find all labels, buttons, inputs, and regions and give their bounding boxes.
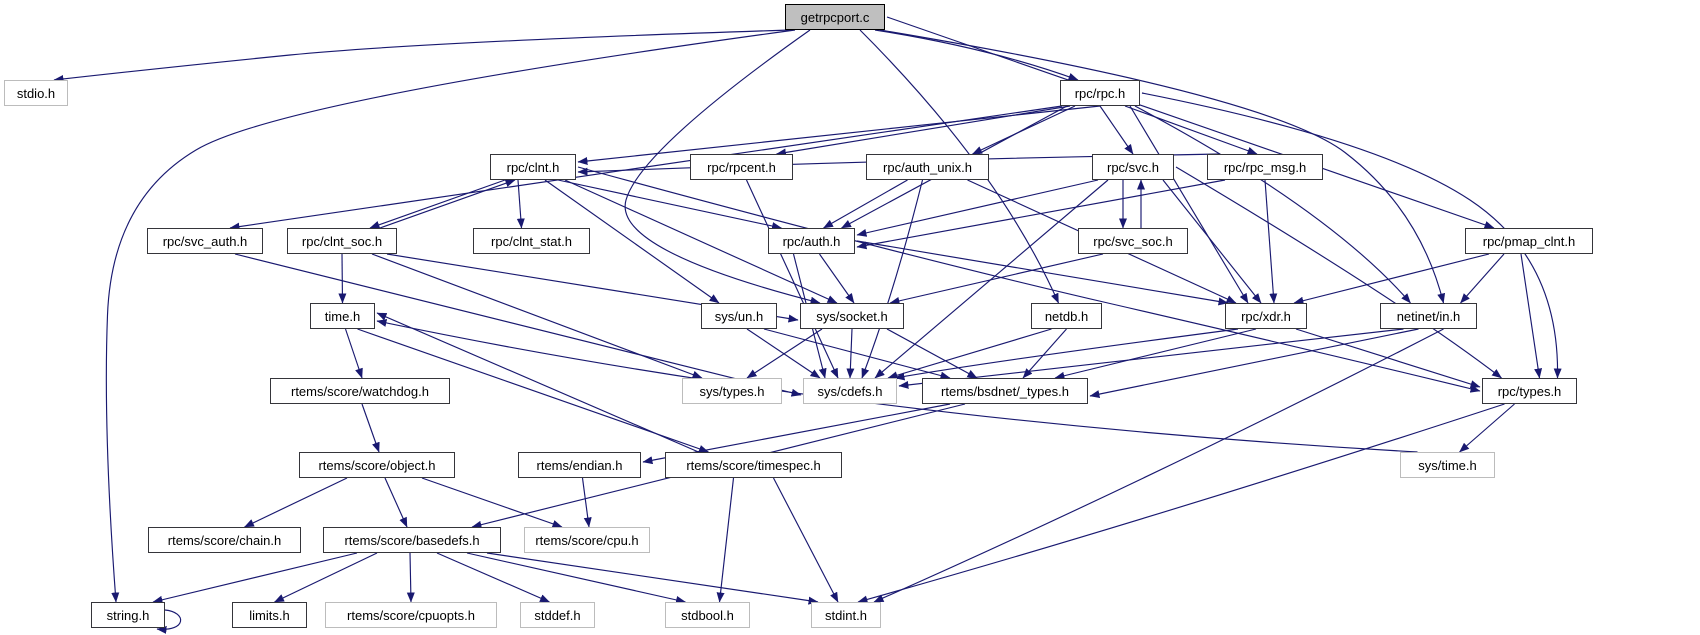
node-sys-types-h: sys/types.h <box>682 378 782 404</box>
node-rpc-svc-h[interactable]: rpc/svc.h <box>1092 154 1174 180</box>
node-stddef-h: stddef.h <box>520 602 595 628</box>
node-sys-socket-h[interactable]: sys/socket.h <box>800 303 904 329</box>
node-rpc-types-h[interactable]: rpc/types.h <box>1482 378 1577 404</box>
node-sys-un-h[interactable]: sys/un.h <box>701 303 777 329</box>
node-netinet-in-h[interactable]: netinet/in.h <box>1380 303 1477 329</box>
node-rpc-xdr-h[interactable]: rpc/xdr.h <box>1225 303 1307 329</box>
node-rpc-clnt_stat-h[interactable]: rpc/clnt_stat.h <box>473 228 590 254</box>
node-getrpcport-c[interactable]: getrpcport.c <box>785 4 885 30</box>
node-rtems-score-watchdog-h[interactable]: rtems/score/watchdog.h <box>270 378 450 404</box>
node-time-h[interactable]: time.h <box>310 303 375 329</box>
node-netdb-h[interactable]: netdb.h <box>1031 303 1102 329</box>
node-stdio-h: stdio.h <box>4 80 68 106</box>
node-rpc-auth-h[interactable]: rpc/auth.h <box>768 228 855 254</box>
node-rtems-bsdnet-_types-h[interactable]: rtems/bsdnet/_types.h <box>922 378 1088 404</box>
node-rtems-endian-h[interactable]: rtems/endian.h <box>518 452 641 478</box>
node-sys-time-h: sys/time.h <box>1400 452 1495 478</box>
node-string-h[interactable]: string.h <box>91 602 165 628</box>
node-rtems-score-object-h[interactable]: rtems/score/object.h <box>299 452 455 478</box>
node-rpc-rpcent-h[interactable]: rpc/rpcent.h <box>690 154 793 180</box>
node-rtems-score-cpuopts-h: rtems/score/cpuopts.h <box>325 602 497 628</box>
node-rpc-clnt-h[interactable]: rpc/clnt.h <box>490 154 576 180</box>
node-sys-cdefs-h: sys/cdefs.h <box>803 378 897 404</box>
node-rtems-score-timespec-h[interactable]: rtems/score/timespec.h <box>665 452 842 478</box>
node-rpc-rpc_msg-h[interactable]: rpc/rpc_msg.h <box>1207 154 1323 180</box>
node-rpc-rpc-h[interactable]: rpc/rpc.h <box>1060 80 1140 106</box>
node-rtems-score-chain-h[interactable]: rtems/score/chain.h <box>148 527 301 553</box>
node-rpc-svc_auth-h[interactable]: rpc/svc_auth.h <box>147 228 263 254</box>
node-rtems-score-cpu-h: rtems/score/cpu.h <box>524 527 650 553</box>
node-rtems-score-basedefs-h[interactable]: rtems/score/basedefs.h <box>323 527 501 553</box>
node-rpc-pmap_clnt-h[interactable]: rpc/pmap_clnt.h <box>1465 228 1593 254</box>
node-stdint-h: stdint.h <box>811 602 881 628</box>
node-rpc-clnt_soc-h[interactable]: rpc/clnt_soc.h <box>287 228 397 254</box>
node-limits-h[interactable]: limits.h <box>232 602 307 628</box>
node-rpc-svc_soc-h[interactable]: rpc/svc_soc.h <box>1078 228 1188 254</box>
node-rpc-auth_unix-h[interactable]: rpc/auth_unix.h <box>866 154 989 180</box>
node-stdbool-h: stdbool.h <box>665 602 750 628</box>
